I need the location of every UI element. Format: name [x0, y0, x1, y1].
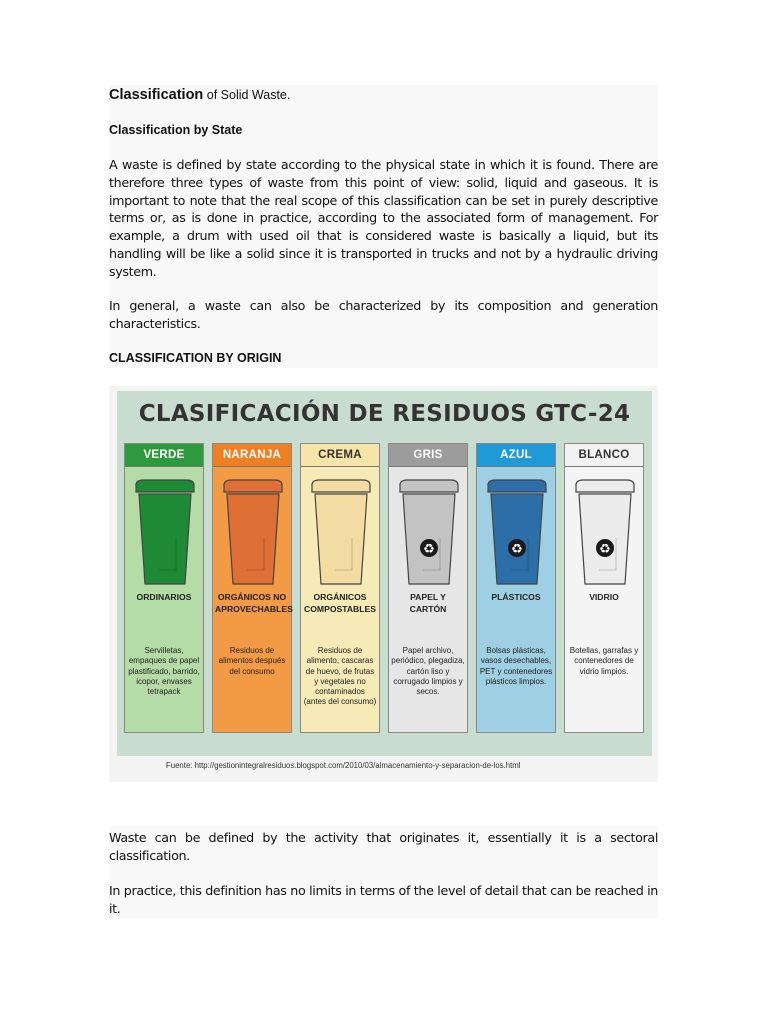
bin-category: PLÁSTICOS	[491, 592, 541, 602]
bin-color-label: CREMA	[301, 444, 379, 467]
recycle-symbol: ♻	[423, 541, 435, 556]
document-title	[109, 87, 290, 103]
bin-description: Bolsas plásticas, vasos desechables, PET y contenedores plásticos limpios.	[479, 646, 553, 686]
bin-description: Papel archivo, periódico, plegadiza, cartón liso y corrugado limpios y secos.	[391, 646, 465, 697]
text-section-bottom	[109, 826, 658, 918]
poster-title: CLASIFICACIÓN DE RESIDUOS GTC-24	[138, 401, 631, 427]
trash-bin-icon	[395, 478, 463, 588]
trash-bin-icon	[307, 478, 375, 588]
bin-color-label: NARANJA	[213, 444, 291, 467]
poster	[117, 391, 652, 756]
bin-color-label: BLANCO	[565, 444, 643, 467]
bin-column-blanco	[564, 443, 644, 733]
bin-column-crema	[300, 443, 380, 733]
bin-description: Botellas, garrafas y contenedores de vidrio limpios.	[569, 646, 639, 676]
title-rest: of Solid Waste.	[203, 88, 291, 102]
trash-bin-icon	[219, 478, 287, 588]
bin-category: ORGÁNICOS COMPOSTABLES	[304, 592, 376, 614]
trash-bin-icon	[483, 478, 551, 588]
bin-color-label: VERDE	[125, 444, 203, 467]
bin-description: Servilletas, empaques de papel plastificado, barrido, icopor, envases tetrapack	[128, 646, 200, 697]
source-citation: Fuente: http://gestionintegralresiduos.blogspot.com/2010/03/almacenamiento-y-separacion-de-los.html	[166, 761, 521, 770]
waste-classification-figure	[109, 386, 658, 782]
trash-bin-icon	[131, 478, 199, 588]
text-section-top	[109, 85, 658, 368]
trash-bin-icon	[571, 478, 639, 588]
recycle-symbol: ♻	[511, 541, 523, 556]
bin-column-gris	[388, 443, 468, 733]
paragraph-practice: In practice, this definition has no limits in terms of the level of detail that can be reached in it.	[109, 883, 658, 916]
title-bold: Classification	[109, 87, 204, 103]
bin-column-verde	[124, 443, 204, 733]
bin-category: VIDRIO	[589, 592, 619, 602]
paragraph-general: In general, a waste can also be characterized by its composition and generation characteristics.	[109, 298, 658, 331]
paragraph-activity: Waste can be defined by the activity that originates it, essentially it is a sectoral classification.	[109, 830, 658, 863]
bin-category: ORGÁNICOS NO APROVECHABLES	[215, 592, 293, 614]
bin-color-label: GRIS	[389, 444, 467, 467]
recycle-symbol: ♻	[599, 541, 611, 556]
bin-description: Residuos de alimentos después del consumo	[218, 646, 286, 676]
bin-category: PAPEL Y CARTÓN	[409, 592, 447, 614]
bin-column-naranja	[212, 443, 292, 733]
heading-state: Classification by State	[109, 123, 243, 137]
bin-color-label: AZUL	[477, 444, 555, 467]
bin-description: Residuos de alimento, cascaras de huevo, de frutas y vegetales no contaminados (antes del consumo)	[303, 646, 377, 707]
paragraph-state: A waste is defined by state according to the physical state in which it is found. There are therefore three types of waste from this point of view: solid, liquid and gaseous. It is important to note that the real scope of this classification can be set in purely descriptive terms or, as is done in practice, according to the associated form of management. For example, a drum with used oil that is considered waste is basically a liquid, but its handling will be like a solid since it is transported in trucks and not by a hydraulic driving system.	[109, 157, 658, 279]
heading-origin: CLASSIFICATION BY ORIGIN	[109, 351, 282, 365]
bin-column-azul	[476, 443, 556, 733]
bin-category: ORDINARIOS	[136, 592, 192, 602]
